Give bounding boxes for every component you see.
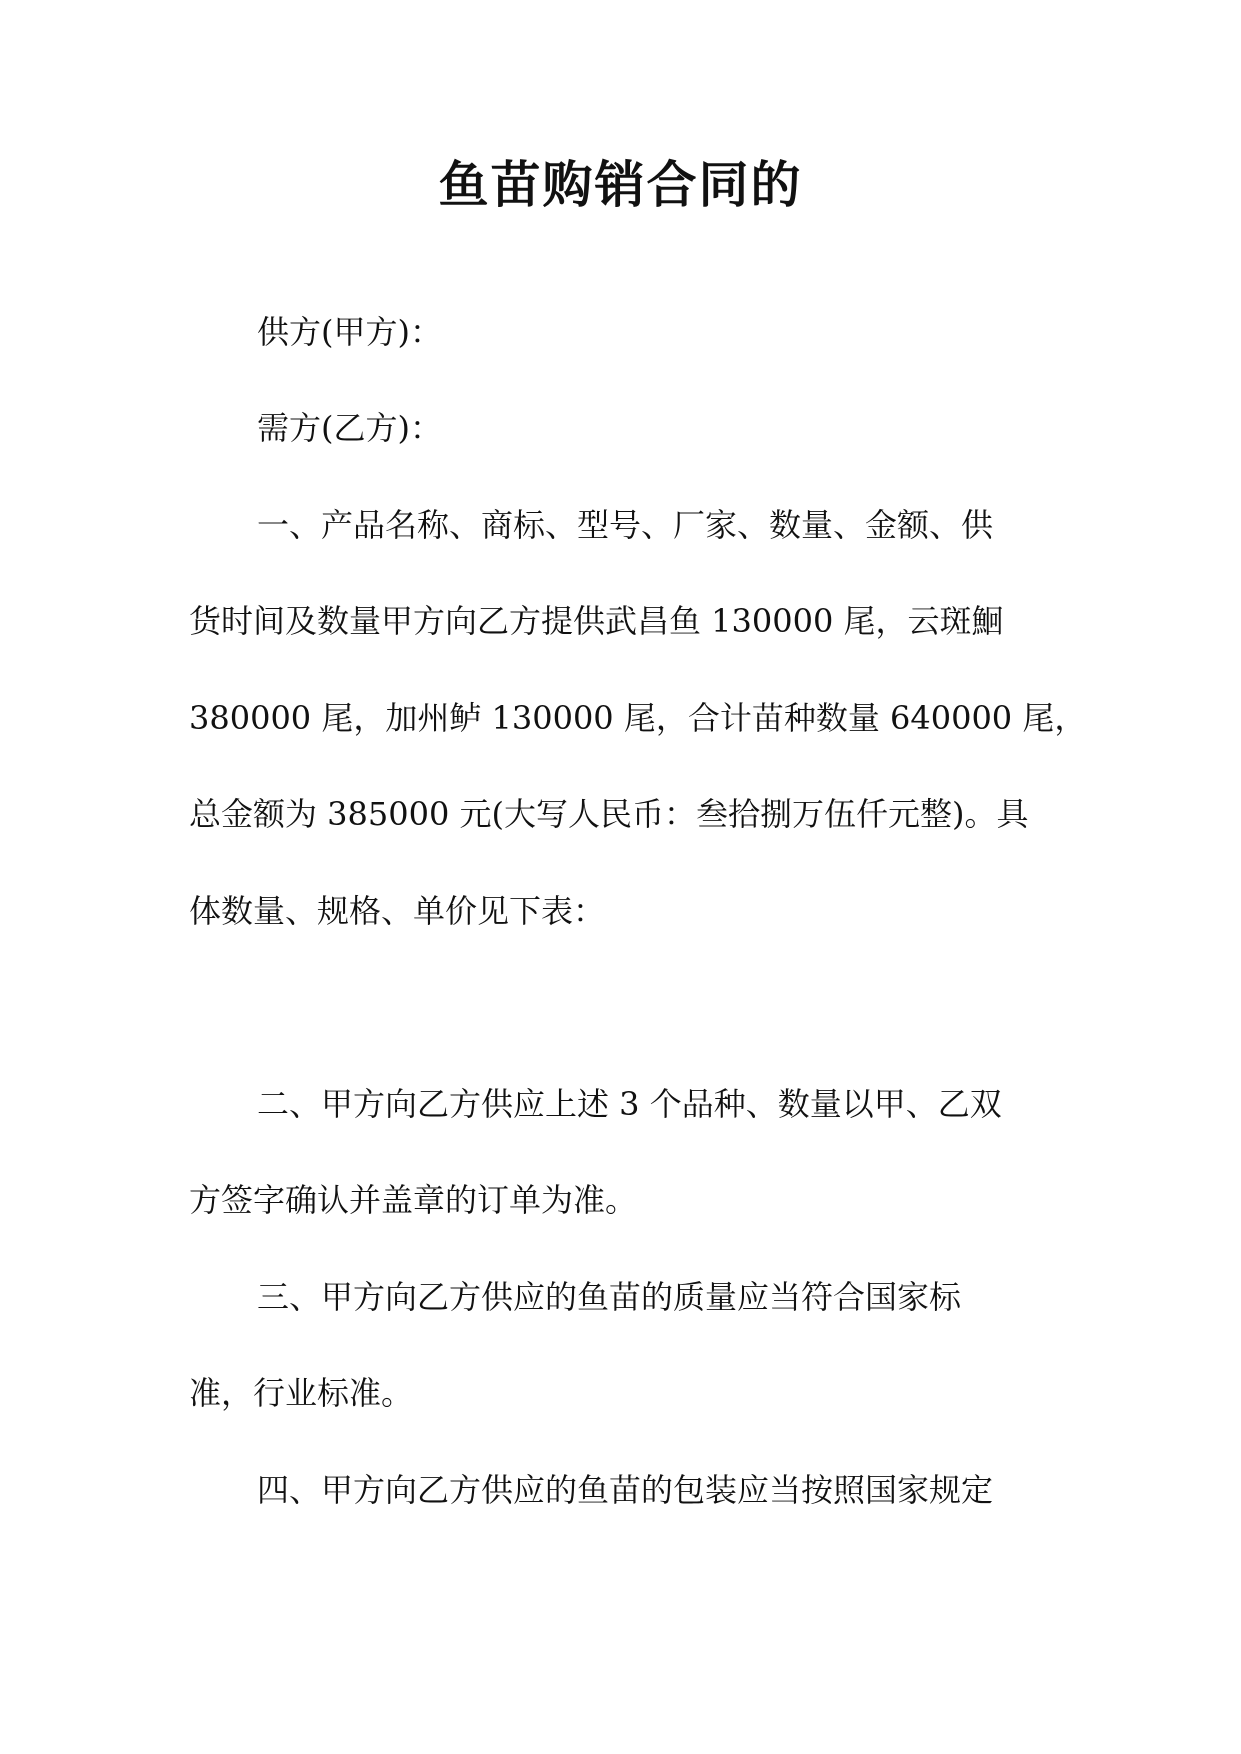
clause-4-line-1: 四、甲方向乙方供应的鱼苗的包装应当按照国家规定	[257, 1471, 994, 1509]
buyer-line: 需方(乙方)：	[257, 409, 442, 447]
clause-1-line-2: 货时间及数量甲方向乙方提供武昌鱼 130000 尾，云斑鮰	[189, 602, 1004, 640]
clause-1-line-1: 一、产品名称、商标、型号、厂家、数量、金额、供	[257, 506, 994, 544]
clause-3-line-2: 准，行业标准。	[189, 1374, 414, 1412]
clause-1-line-3: 380000 尾，加州鲈 130000 尾，合计苗种数量 640000 尾，	[189, 699, 1087, 737]
supplier-line: 供方(甲方)：	[257, 313, 442, 351]
clause-1-line-4: 总金额为 385000 元(大写人民币：叁拾捌万伍仟元整)。具	[189, 795, 1029, 833]
clause-2-line-2: 方签字确认并盖章的订单为准。	[189, 1181, 638, 1219]
document-title: 鱼苗购销合同的	[438, 156, 803, 214]
clause-2-line-1: 二、甲方向乙方供应上述 3 个品种、数量以甲、乙双	[257, 1085, 1002, 1123]
clause-3-line-1: 三、甲方向乙方供应的鱼苗的质量应当符合国家标	[257, 1278, 962, 1316]
clause-1-line-5: 体数量、规格、单价见下表：	[189, 892, 606, 930]
